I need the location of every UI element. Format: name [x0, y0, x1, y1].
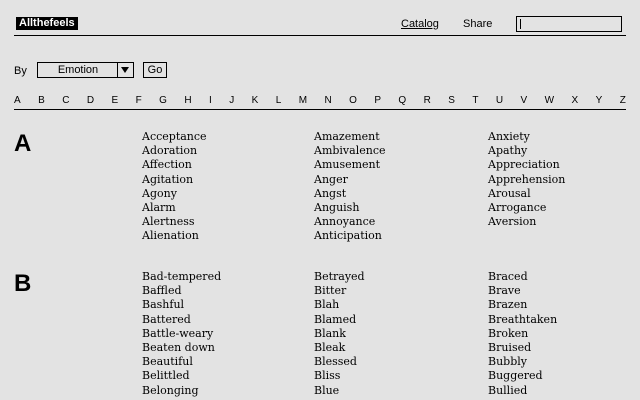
- emotion-link[interactable]: Ambivalence: [314, 144, 386, 158]
- alphabet-letter-g[interactable]: G: [159, 95, 167, 106]
- alphabet-letter-r[interactable]: R: [423, 95, 431, 106]
- emotion-link[interactable]: Apathy: [488, 144, 528, 158]
- emotion-link[interactable]: Belonging: [142, 383, 199, 397]
- emotion-link[interactable]: Agitation: [142, 172, 194, 186]
- emotion-link[interactable]: Amazement: [314, 130, 380, 143]
- emotion-link[interactable]: Blah: [314, 298, 340, 312]
- alphabet-letter-h[interactable]: H: [184, 95, 192, 106]
- emotion-link[interactable]: Arrogance: [488, 201, 547, 215]
- emotion-link[interactable]: Belittled: [142, 369, 190, 383]
- emotion-link[interactable]: Bad-tempered: [142, 270, 222, 283]
- alphabet-letter-c[interactable]: C: [62, 95, 70, 106]
- alphabet-letter-e[interactable]: E: [111, 95, 119, 106]
- alphabet-letter-i[interactable]: I: [208, 95, 212, 106]
- emotion-link[interactable]: Apprehension: [488, 172, 566, 186]
- emotion-link[interactable]: Anger: [314, 172, 348, 186]
- emotion-link[interactable]: Angst: [314, 186, 347, 200]
- emotion-link[interactable]: Alienation: [142, 229, 199, 243]
- emotion-link[interactable]: Anguish: [314, 201, 360, 215]
- alphabet-index: [14, 94, 626, 110]
- emotion-link[interactable]: Affection: [142, 158, 192, 172]
- alphabet-letter-k[interactable]: K: [251, 95, 259, 106]
- alphabet-letter-v[interactable]: V: [520, 95, 528, 106]
- dropdown-arrow-icon[interactable]: [117, 63, 133, 77]
- emotion-link[interactable]: Appreciation: [488, 158, 560, 172]
- site-logo[interactable]: Allthefeels: [16, 17, 78, 30]
- emotion-link[interactable]: Agony: [142, 186, 177, 200]
- emotion-link[interactable]: Baffled: [142, 284, 182, 298]
- emotion-link[interactable]: Battered: [142, 312, 191, 326]
- emotion-link[interactable]: Brazen: [488, 298, 528, 312]
- emotion-link[interactable]: Buggered: [488, 369, 543, 383]
- alphabet-letter-m[interactable]: M: [298, 95, 308, 106]
- emotion-link[interactable]: Annoyance: [314, 215, 376, 229]
- emotion-link[interactable]: Beaten down: [142, 341, 215, 355]
- emotion-link[interactable]: Bliss: [314, 369, 341, 383]
- go-button[interactable]: Go: [143, 62, 167, 78]
- alphabet-letter-y[interactable]: Y: [595, 95, 603, 106]
- emotion-link[interactable]: Battle-weary: [142, 326, 214, 340]
- emotion-link[interactable]: Adoration: [142, 144, 198, 158]
- section-letter-a: A: [14, 130, 32, 157]
- alphabet-letter-u[interactable]: U: [495, 95, 504, 106]
- emotion-link[interactable]: Bullied: [488, 383, 528, 397]
- emotion-link[interactable]: Broken: [488, 326, 529, 340]
- alphabet-letter-q[interactable]: Q: [398, 95, 407, 106]
- filter-select-value: Emotion: [57, 64, 99, 76]
- alphabet-letter-x[interactable]: X: [571, 95, 579, 106]
- filter-select[interactable]: [37, 62, 134, 78]
- alphabet-letter-s[interactable]: S: [448, 95, 455, 106]
- alphabet-letter-z[interactable]: Z: [619, 95, 626, 106]
- emotion-link[interactable]: Blank: [314, 326, 346, 340]
- emotion-link[interactable]: Blamed: [314, 312, 357, 326]
- section-letter-b: B: [14, 270, 32, 297]
- alphabet-letter-o[interactable]: O: [349, 95, 357, 106]
- emotion-link[interactable]: Bitter: [314, 284, 347, 298]
- alphabet-letter-d[interactable]: D: [86, 95, 95, 106]
- emotion-link[interactable]: Braced: [488, 270, 528, 283]
- emotion-link[interactable]: Alarm: [142, 201, 176, 215]
- emotion-link[interactable]: Alertness: [142, 215, 195, 229]
- emotion-column: [488, 130, 640, 229]
- alphabet-letter-p[interactable]: P: [374, 95, 381, 106]
- emotion-link[interactable]: Anxiety: [488, 130, 530, 143]
- alphabet-letter-b[interactable]: B: [38, 95, 45, 106]
- emotion-link[interactable]: Bashful: [142, 298, 185, 312]
- search-input[interactable]: [516, 16, 622, 32]
- emotion-link[interactable]: Blessed: [314, 355, 357, 369]
- alphabet-letter-a[interactable]: A: [14, 95, 21, 106]
- emotion-column: [142, 130, 312, 244]
- emotion-link[interactable]: Beautiful: [142, 355, 193, 369]
- filter-by-label: By: [14, 65, 27, 77]
- emotion-column: [314, 270, 484, 398]
- alphabet-letter-n[interactable]: N: [324, 95, 332, 106]
- emotion-link[interactable]: Betrayed: [314, 270, 365, 283]
- emotion-link[interactable]: Aversion: [488, 215, 537, 229]
- emotion-link[interactable]: Arousal: [488, 186, 531, 200]
- alphabet-letter-j[interactable]: J: [229, 95, 235, 106]
- emotion-link[interactable]: Brave: [488, 284, 521, 298]
- text-caret: [520, 19, 521, 29]
- alphabet-letter-t[interactable]: T: [472, 95, 479, 106]
- emotion-link[interactable]: Bubbly: [488, 355, 527, 369]
- nav-catalog-link[interactable]: Catalog: [401, 18, 439, 30]
- emotion-link[interactable]: Anticipation: [314, 229, 382, 243]
- alphabet-letter-f[interactable]: F: [135, 95, 142, 106]
- alphabet-letter-w[interactable]: W: [544, 95, 555, 106]
- alphabet-letter-l[interactable]: L: [275, 95, 282, 106]
- top-header: [14, 12, 626, 36]
- emotion-column: [314, 130, 484, 244]
- emotion-link[interactable]: Bruised: [488, 341, 532, 355]
- nav-share-link[interactable]: Share: [463, 18, 493, 30]
- emotion-column: [488, 270, 640, 398]
- emotion-link[interactable]: Breathtaken: [488, 312, 558, 326]
- emotion-link[interactable]: Blue: [314, 383, 340, 397]
- emotion-link[interactable]: Acceptance: [142, 130, 207, 143]
- emotion-link[interactable]: Bleak: [314, 341, 346, 355]
- emotion-column: [142, 270, 312, 398]
- emotion-link[interactable]: Amusement: [314, 158, 381, 172]
